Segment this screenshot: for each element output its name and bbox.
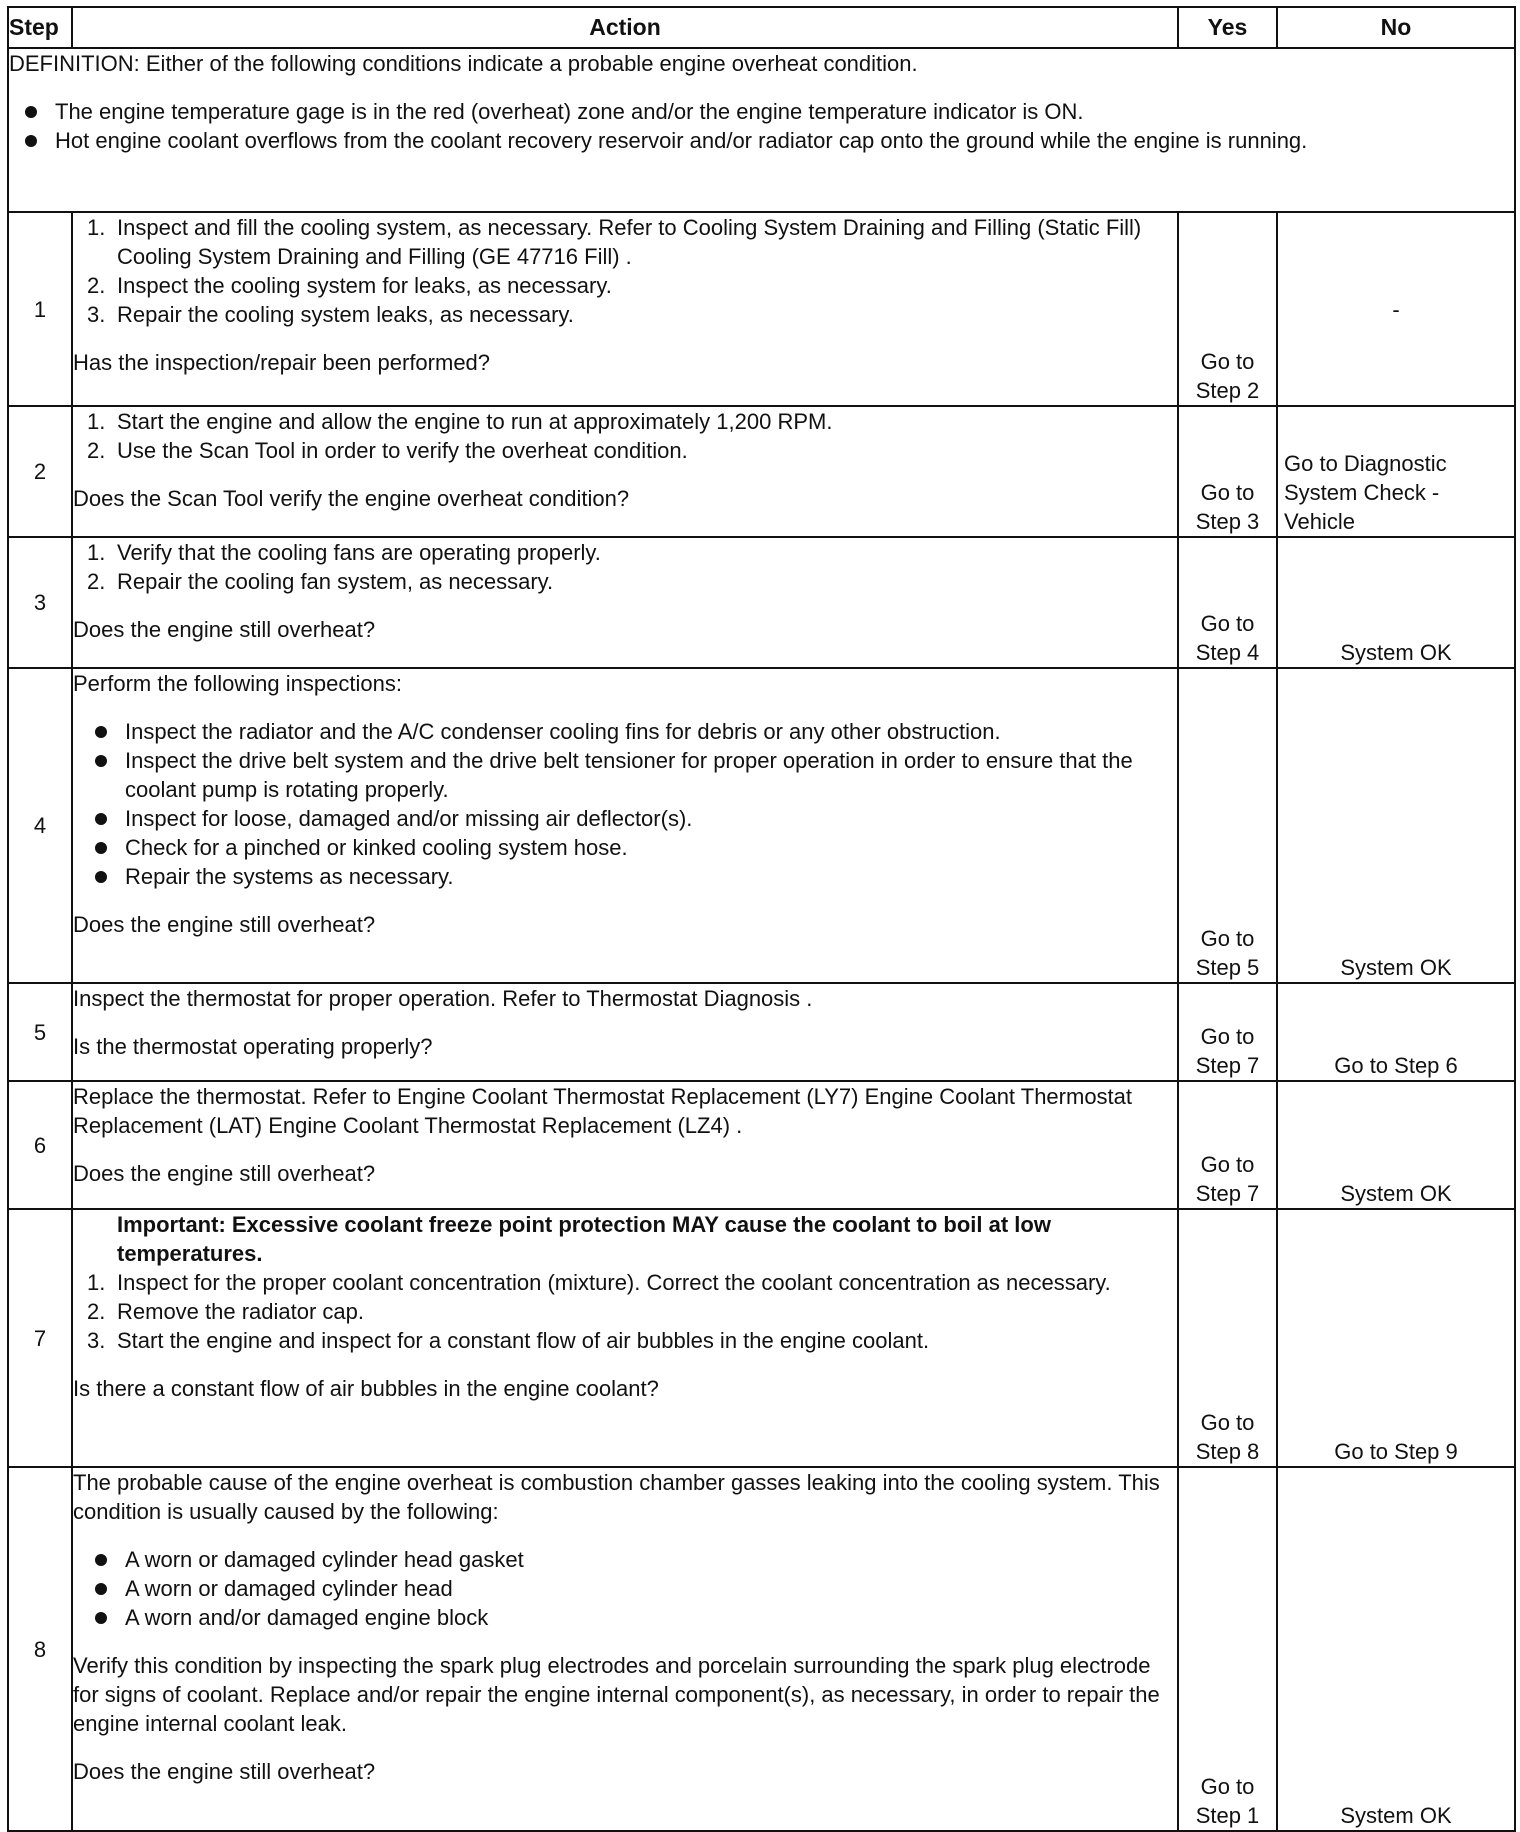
- action-list: [73, 407, 1177, 465]
- yes-cell: Go to Step 7: [1178, 1081, 1277, 1209]
- no-cell: System OK: [1277, 537, 1515, 668]
- action-cell: [72, 668, 1178, 983]
- action-cell: [72, 1467, 1178, 1831]
- header-no: No: [1277, 7, 1515, 48]
- header-action: Action: [72, 7, 1178, 48]
- action-question: Does the engine still overheat?: [73, 912, 376, 937]
- action-item: 1. Inspect and fill the cooling system, as necessary. Refer to Cooling System Draining and Filling (Static Fill) Cooling System Draining and Filling (GE 47716 Fill) .: [87, 215, 1142, 269]
- action-text: Replace the thermostat. Refer to Engine Coolant Thermostat Replacement (LY7) Engine Coolant Thermostat Replacement (LAT) Engine Coolant Thermostat Replacement (LZ4) .: [73, 1084, 1133, 1138]
- no-cell: System OK: [1277, 668, 1515, 983]
- action-bullet: Repair the systems as necessary.: [73, 862, 1177, 891]
- action-bullets: [73, 717, 1177, 891]
- action-cell: [72, 1081, 1178, 1209]
- step-number: 3: [8, 537, 72, 668]
- action-text: Verify this condition by inspecting the spark plug electrodes and porcelain surrounding the spark plug electrode for signs of coolant. Replace and/or repair the engine internal component(s), as necessary, in order to repair the engine internal coolant leak.: [73, 1653, 1160, 1736]
- step-row-4: [8, 668, 1515, 983]
- yes-cell: Go to Step 1: [1178, 1467, 1277, 1831]
- action-question: Does the engine still overheat?: [73, 1759, 376, 1784]
- action-item: 2. Inspect the cooling system for leaks, as necessary.: [87, 273, 612, 298]
- action-item: 3. Repair the cooling system leaks, as necessary.: [87, 302, 574, 327]
- action-item: 3. Start the engine and inspect for a constant flow of air bubbles in the engine coolant.: [87, 1328, 930, 1353]
- important-note: Important: Excessive coolant freeze point protection MAY cause the coolant to boil at low temperatures.: [117, 1212, 1051, 1266]
- yes-cell: Go to Step 4: [1178, 537, 1277, 668]
- action-cell: [72, 537, 1178, 668]
- header-yes: Yes: [1178, 7, 1277, 48]
- step-row-5: [8, 983, 1515, 1081]
- action-question: Does the Scan Tool verify the engine overheat condition?: [73, 486, 630, 511]
- no-cell: Go to Step 9: [1277, 1209, 1515, 1467]
- step-row-1: [8, 212, 1515, 406]
- definition-cell: [8, 48, 1515, 212]
- action-list: [73, 213, 1177, 329]
- definition-bullets: [9, 97, 1514, 155]
- action-item: 2. Remove the radiator cap.: [87, 1299, 365, 1324]
- step-number: 4: [8, 668, 72, 983]
- action-bullet: A worn or damaged cylinder head gasket: [73, 1545, 1177, 1574]
- action-intro: Perform the following inspections:: [73, 671, 402, 696]
- action-item: 1. Verify that the cooling fans are operating properly.: [87, 540, 601, 565]
- action-question: Is the thermostat operating properly?: [73, 1034, 433, 1059]
- action-bullet: Inspect for loose, damaged and/or missing air deflector(s).: [73, 804, 1177, 833]
- definition-bullet: The engine temperature gage is in the red (overheat) zone and/or the engine temperature indicator is ON.: [9, 97, 1514, 126]
- action-list: [73, 538, 1177, 596]
- action-question: Does the engine still overheat?: [73, 617, 376, 642]
- no-cell: Go to Diagnostic System Check - Vehicle: [1277, 406, 1515, 537]
- action-bullet: Inspect the drive belt system and the drive belt tensioner for proper operation in order to ensure that the coolant pump is rotating properly.: [73, 746, 1177, 804]
- yes-cell: Go to Step 8: [1178, 1209, 1277, 1467]
- yes-cell: Go to Step 5: [1178, 668, 1277, 983]
- step-row-2: [8, 406, 1515, 537]
- header-step: Step: [8, 7, 72, 48]
- action-intro: The probable cause of the engine overheat is combustion chamber gasses leaking into the cooling system. This condition is usually caused by the following:: [73, 1470, 1160, 1524]
- action-bullet: Inspect the radiator and the A/C condenser cooling fins for debris or any other obstruction.: [73, 717, 1177, 746]
- step-row-6: [8, 1081, 1515, 1209]
- action-cell: [72, 212, 1178, 406]
- action-question: Does the engine still overheat?: [73, 1161, 376, 1186]
- definition-row: [8, 48, 1515, 212]
- step-number: 7: [8, 1209, 72, 1467]
- action-bullets: [73, 1545, 1177, 1632]
- no-cell: System OK: [1277, 1081, 1515, 1209]
- action-bullet: A worn or damaged cylinder head: [73, 1574, 1177, 1603]
- no-cell: System OK: [1277, 1467, 1515, 1831]
- step-number: 8: [8, 1467, 72, 1831]
- no-cell: -: [1277, 212, 1515, 406]
- definition-bullet: Hot engine coolant overflows from the coolant recovery reservoir and/or radiator cap onto the ground while the engine is running.: [9, 126, 1514, 155]
- action-question: Has the inspection/repair been performed?: [73, 350, 491, 375]
- definition-intro: DEFINITION: Either of the following conditions indicate a probable engine overheat condition.: [9, 51, 918, 76]
- yes-cell: Go to Step 7: [1178, 983, 1277, 1081]
- action-list: [73, 1268, 1177, 1355]
- diagnostic-table: [7, 6, 1516, 1832]
- action-question: Is there a constant flow of air bubbles in the engine coolant?: [73, 1376, 659, 1401]
- step-number: 1: [8, 212, 72, 406]
- action-cell: [72, 406, 1178, 537]
- step-number: 2: [8, 406, 72, 537]
- yes-cell: Go to Step 2: [1178, 212, 1277, 406]
- step-row-7: [8, 1209, 1515, 1467]
- header-row: [8, 7, 1515, 48]
- action-item: 2. Repair the cooling fan system, as necessary.: [87, 569, 554, 594]
- no-cell: Go to Step 6: [1277, 983, 1515, 1081]
- step-row-3: [8, 537, 1515, 668]
- action-item: 1. Start the engine and allow the engine to run at approximately 1,200 RPM.: [87, 409, 833, 434]
- action-item: 2. Use the Scan Tool in order to verify the overheat condition.: [87, 438, 688, 463]
- action-bullet: Check for a pinched or kinked cooling system hose.: [73, 833, 1177, 862]
- action-item: 1. Inspect for the proper coolant concentration (mixture). Correct the coolant concentration as necessary.: [87, 1270, 1111, 1295]
- action-text: Inspect the thermostat for proper operation. Refer to Thermostat Diagnosis .: [73, 986, 813, 1011]
- step-number: 5: [8, 983, 72, 1081]
- action-cell: [72, 1209, 1178, 1467]
- action-cell: [72, 983, 1178, 1081]
- step-row-8: [8, 1467, 1515, 1831]
- action-bullet: A worn and/or damaged engine block: [73, 1603, 1177, 1632]
- step-number: 6: [8, 1081, 72, 1209]
- yes-cell: Go to Step 3: [1178, 406, 1277, 537]
